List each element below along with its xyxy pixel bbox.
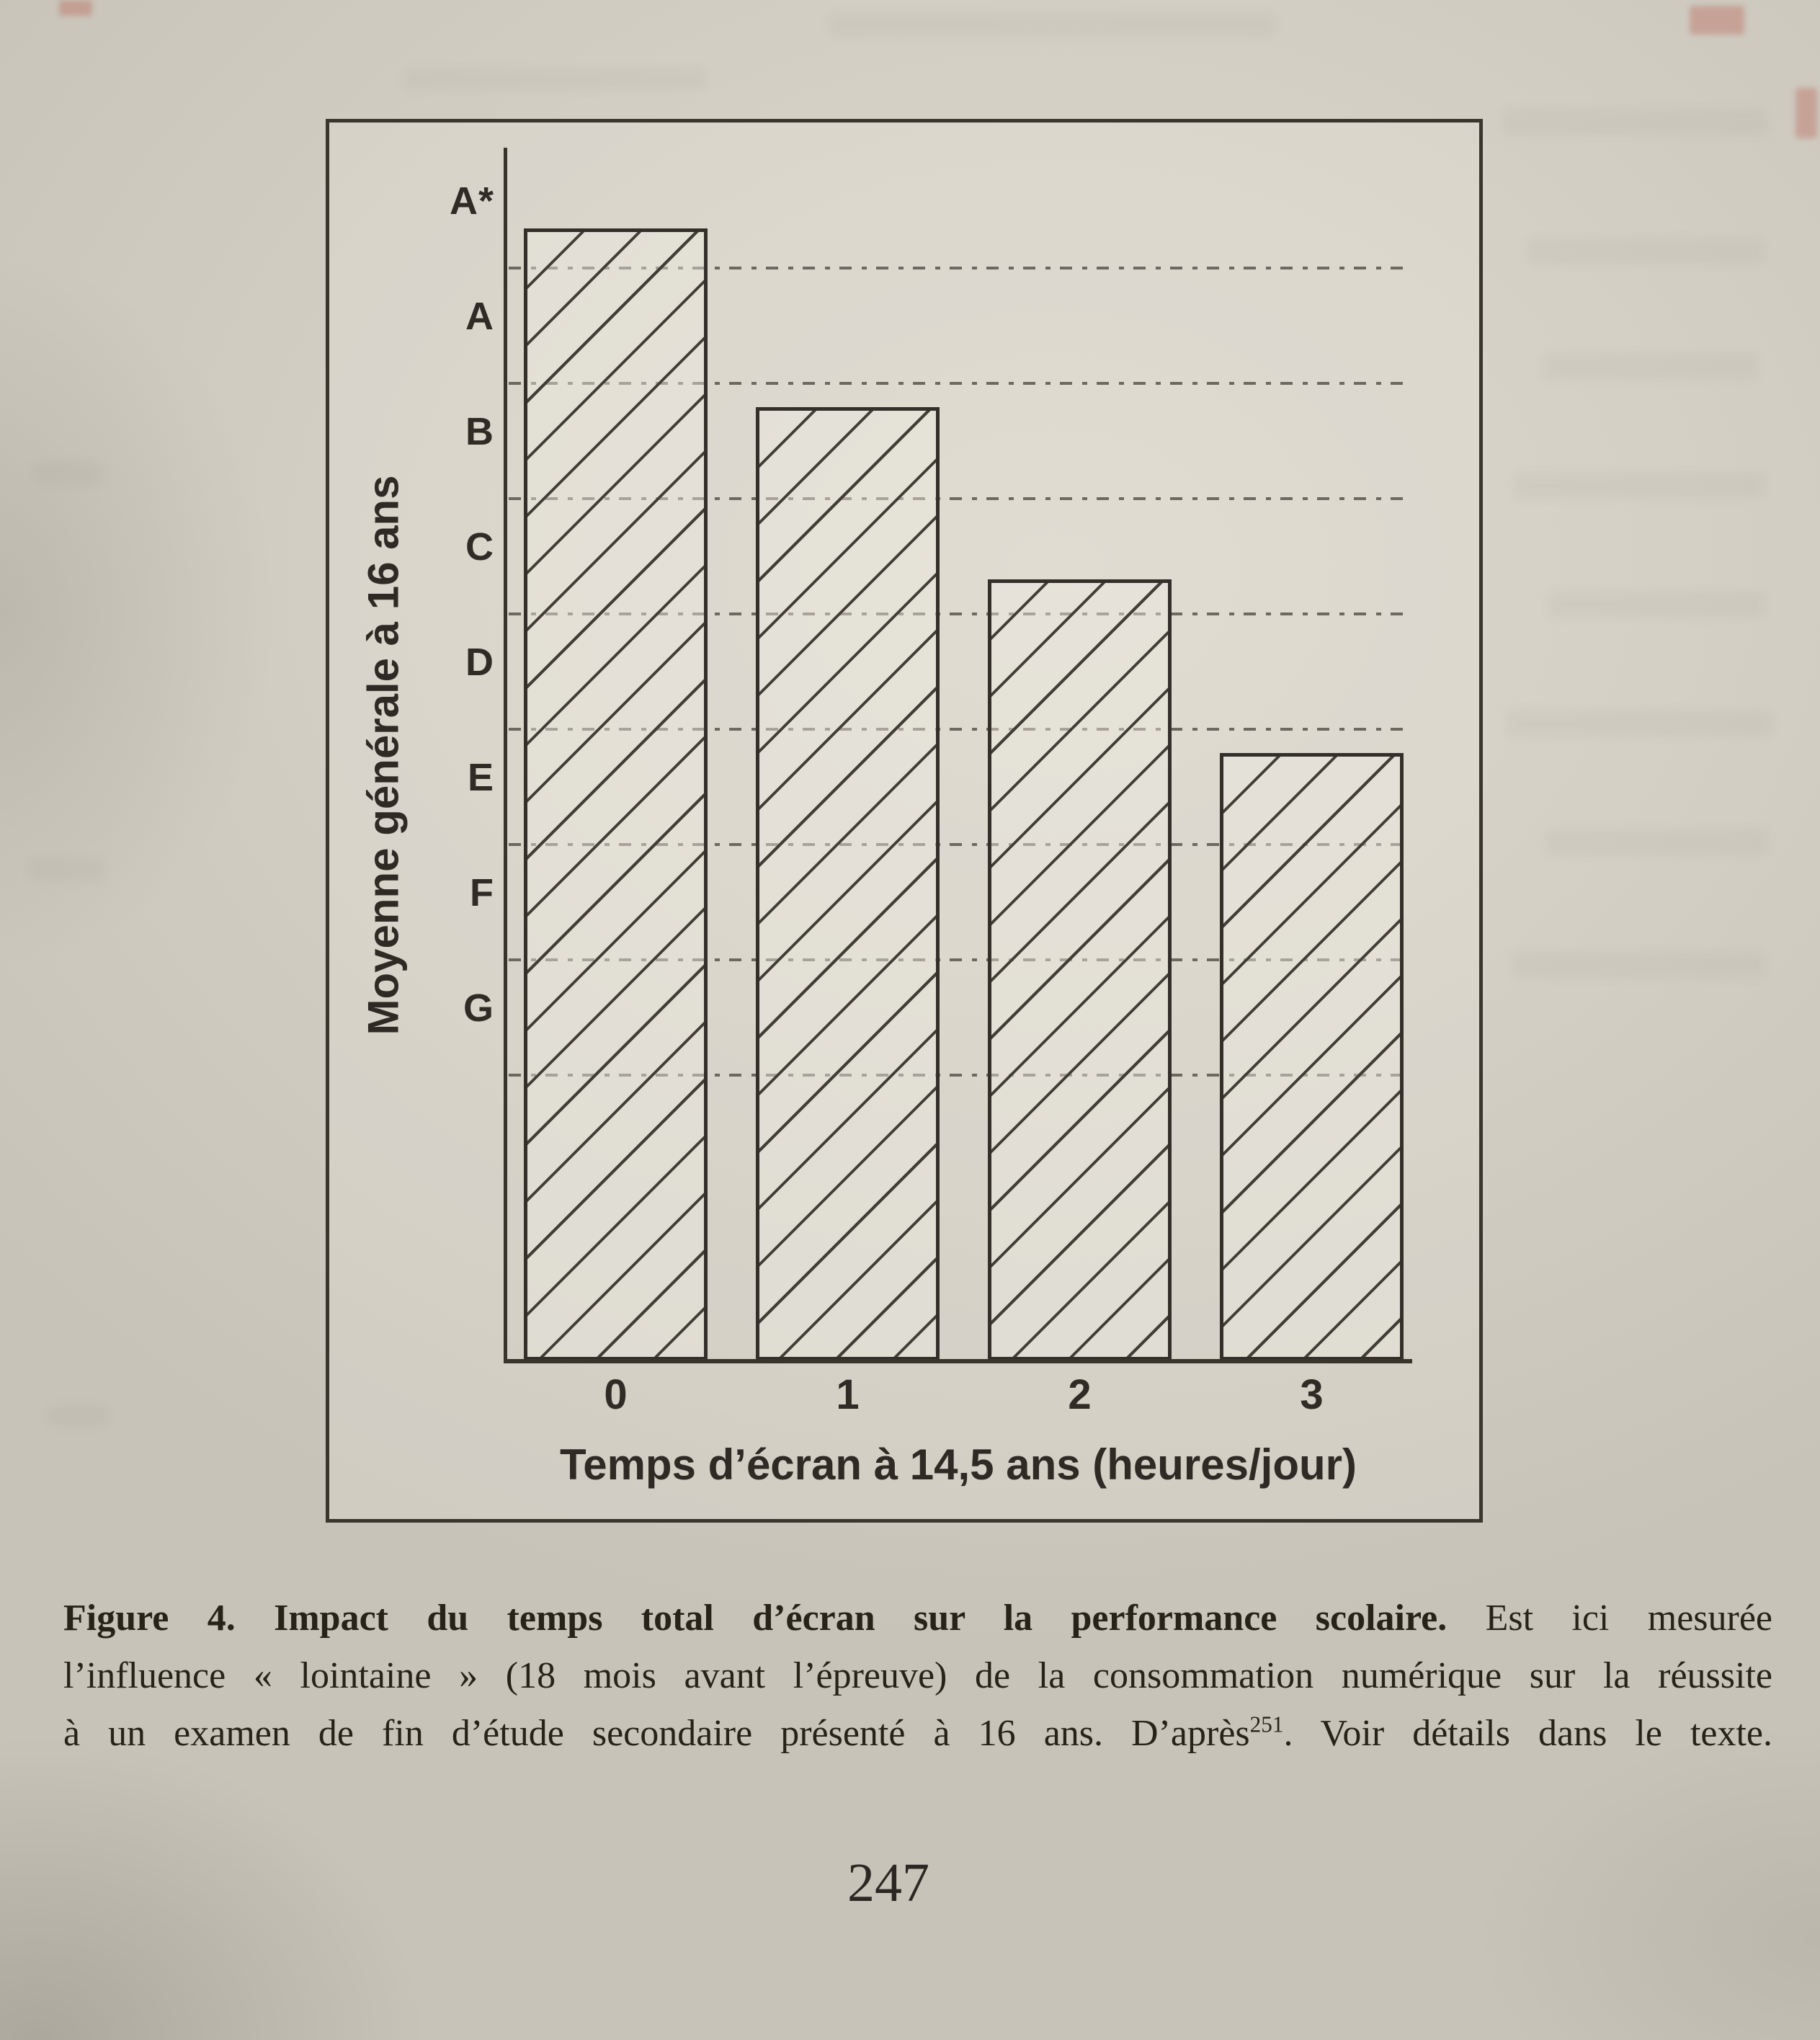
bleed-through-ghost xyxy=(35,461,103,486)
bar-1h xyxy=(756,407,940,1360)
caption-line-2: l’influence « lointaine » (18 mois avant l’épreuve) de la consommation numérique sur la réussite xyxy=(63,1655,1772,1696)
bleed-through-ghost xyxy=(1545,829,1769,856)
bar-3h xyxy=(1220,753,1404,1360)
caption-line1-rest: Est ici mesurée xyxy=(1447,1598,1772,1639)
bleed-through-ghost xyxy=(1506,710,1772,737)
bleed-through-ghost xyxy=(403,68,706,90)
x-tick-label-0: 0 xyxy=(604,1371,628,1418)
caption-line-1 xyxy=(63,1590,1772,1647)
bleed-through-ghost xyxy=(1513,472,1765,499)
bleed-through-ghost xyxy=(1513,951,1765,979)
y-tick-label-C: C xyxy=(465,525,494,569)
bleed-through-ghost xyxy=(829,13,1275,37)
x-axis-line xyxy=(504,1359,1412,1363)
y-tick-label-Astar: A* xyxy=(449,179,494,223)
y-tick-label-G: G xyxy=(463,986,494,1030)
bar-2h xyxy=(988,579,1172,1360)
y-axis-line xyxy=(504,148,507,1363)
x-tick-label-1: 1 xyxy=(836,1371,860,1418)
figure-caption xyxy=(63,1590,1772,1763)
y-tick-label-A: A xyxy=(465,295,494,338)
bleed-through-ghost xyxy=(29,858,104,882)
bleed-through-ghost xyxy=(1502,108,1769,135)
page-number: 247 xyxy=(847,1853,929,1913)
caption-line3-end: . Voir détails dans le texte. xyxy=(1283,1713,1773,1754)
bleed-through-ghost xyxy=(1549,591,1765,618)
bleed-through-ghost xyxy=(1542,353,1758,380)
x-tick-label-3: 3 xyxy=(1300,1371,1324,1418)
x-tick-label-2: 2 xyxy=(1068,1371,1092,1418)
red-ink-bleed-mark xyxy=(59,0,92,16)
x-axis-title: Temps d’écran à 14,5 ans (heures/jour) xyxy=(560,1440,1357,1489)
y-tick-label-E: E xyxy=(467,756,494,799)
y-tick-label-B: B xyxy=(465,410,494,453)
caption-line3-start: à un examen de fin d’étude secondaire présenté à 16 ans. D’après xyxy=(63,1713,1250,1754)
bleed-through-ghost xyxy=(48,1405,109,1427)
red-ink-bleed-mark xyxy=(1796,88,1817,138)
caption-reference-superscript: 251 xyxy=(1249,1711,1284,1737)
caption-line-3 xyxy=(63,1705,1772,1763)
y-tick-label-F: F xyxy=(470,871,494,914)
y-axis-title: Moyenne générale à 16 ans xyxy=(359,475,408,1035)
red-ink-bleed-mark xyxy=(1690,6,1744,35)
bar-0h xyxy=(524,228,708,1360)
bleed-through-ghost xyxy=(1527,238,1765,265)
caption-figure-label: Figure 4. Impact du temps total d’écran sur la performance scolaire. xyxy=(63,1598,1447,1639)
y-tick-label-D: D xyxy=(465,641,494,684)
